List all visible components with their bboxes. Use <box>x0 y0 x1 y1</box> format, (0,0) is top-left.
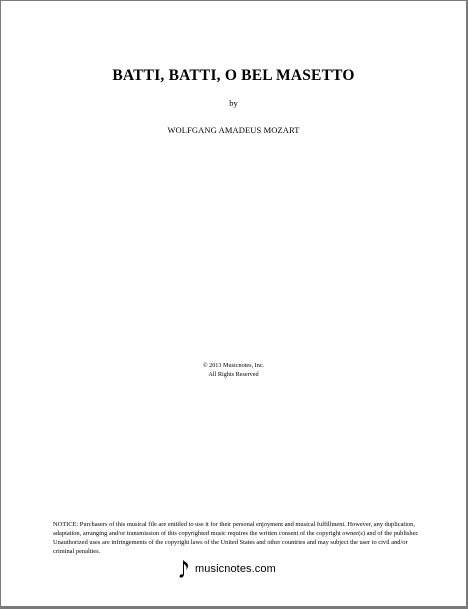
document-title: BATTI, BATTI, O BEL MASETTO <box>112 67 355 84</box>
copyright-line: © 2013 Musicnotes, Inc. <box>202 362 265 369</box>
musicnotes-logo-icon <box>179 559 191 579</box>
copyright-block <box>1 362 466 379</box>
rights-line: All Rights Reserved <box>208 370 259 378</box>
brand-text: musicnotes.com <box>195 563 276 575</box>
by-label: by <box>229 98 238 108</box>
legal-notice: NOTICE: Purchasers of this musical file are entitled to use it for their personal enjoyment and musical fulfillment. However, any duplication, adaptation, arranging and/or transmission of this copyrighted music requires the written consent of the copyright owner(s) and of the publisher. Unauthorized uses are infringements of the copyright laws of the United States and other countries and may subject the user to civil and/or criminal penalties. <box>53 521 419 555</box>
document-page <box>1 1 466 606</box>
composer-name: WOLFGANG AMADEUS MOZART <box>167 125 300 135</box>
musicnotes-brand <box>179 559 299 579</box>
